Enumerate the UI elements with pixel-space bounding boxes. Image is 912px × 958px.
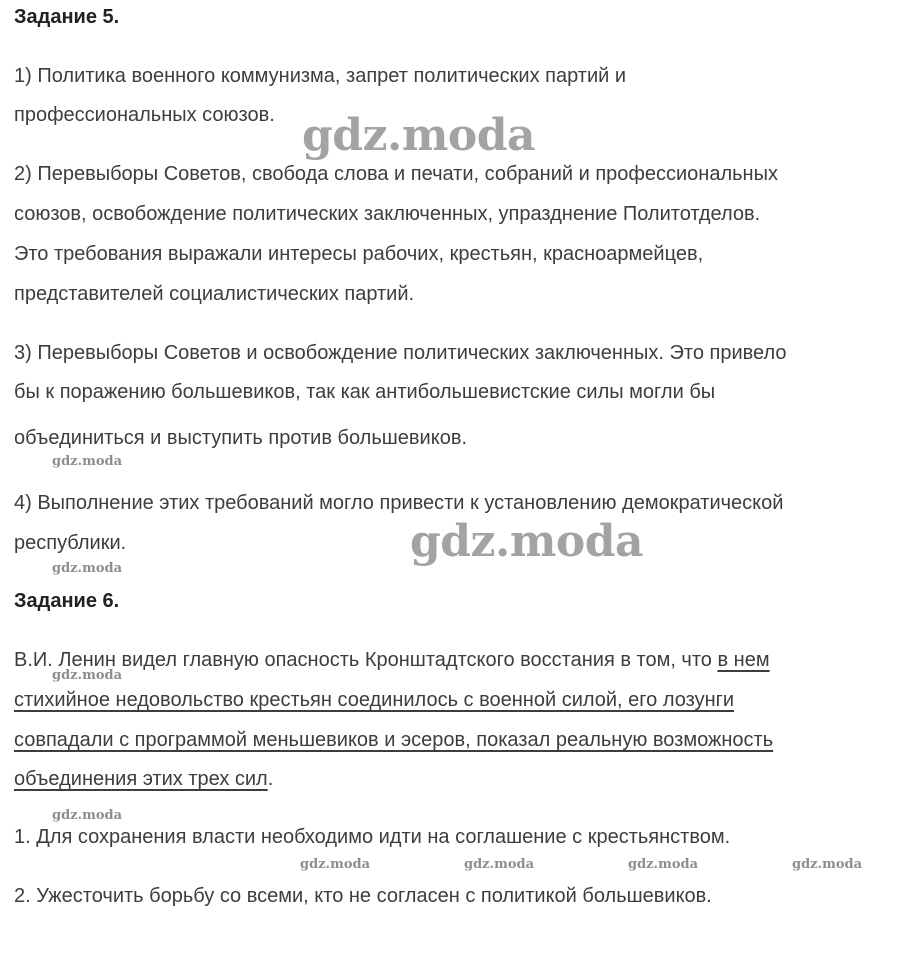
answer-4-line-1: 4) Выполнение этих требований могло привести к установлению демократической bbox=[14, 492, 784, 514]
paragraph-line-1 bbox=[14, 648, 770, 672]
answer-2-line-4: представителей социалистических партий. bbox=[14, 283, 415, 305]
answer-1-line-2: профессиональных союзов. bbox=[14, 104, 275, 126]
underlined-phrase-2: стихийное недовольство крестьян соединилось с военной силой, его лозунги bbox=[14, 689, 735, 711]
watermark-large: gdz.moda bbox=[302, 110, 536, 161]
answer-3-line-2: бы к поражению большевиков, так как антибольшевистские силы могли бы bbox=[14, 381, 716, 403]
task6-heading: Задание 6. bbox=[14, 590, 120, 612]
task6-item-2: 2. Ужесточить борьбу со всеми, кто не согласен с политикой большевиков. bbox=[14, 885, 712, 907]
answer-1-line-1: 1) Политика военного коммунизма, запрет политических партий и bbox=[14, 65, 627, 87]
underlined-phrase-4: объединения этих трех сил bbox=[14, 768, 268, 790]
answer-3-line-1: 3) Перевыборы Советов и освобождение политических заключенных. Это привело bbox=[14, 342, 787, 364]
watermark-small: gdz.moda bbox=[464, 857, 535, 872]
task6-item-1: 1. Для сохранения власти необходимо идти на соглашение с крестьянством. bbox=[14, 826, 731, 848]
answer-2-line-2: союзов, освобождение политических заключенных, упразднение Политотделов. bbox=[14, 203, 761, 225]
watermark-small: gdz.moda bbox=[300, 857, 371, 872]
watermark-small: gdz.moda bbox=[52, 808, 123, 823]
watermark-large: gdz.moda bbox=[410, 516, 644, 567]
paragraph-lead: В.И. Ленин видел главную опасность Кронштадтского восстания в том, что bbox=[14, 649, 718, 671]
watermark-small: gdz.moda bbox=[628, 857, 699, 872]
watermark-small: gdz.moda bbox=[52, 668, 123, 683]
watermark-small: gdz.moda bbox=[52, 454, 123, 469]
underlined-phrase-1: в нем bbox=[717, 649, 770, 671]
watermark-small: gdz.moda bbox=[792, 857, 863, 872]
paragraph-line-4 bbox=[14, 767, 273, 791]
task5-heading: Задание 5. bbox=[14, 6, 120, 28]
answer-2-line-3: Это требования выражали интересы рабочих, крестьян, красноармейцев, bbox=[14, 243, 704, 265]
watermark-small: gdz.moda bbox=[52, 561, 123, 576]
answer-4-line-2: республики. bbox=[14, 532, 127, 554]
underlined-phrase-3: совпадали с программой меньшевиков и эсеров, показал реальную возможность bbox=[14, 729, 774, 751]
answer-2-line-1: 2) Перевыборы Советов, свобода слова и печати, собраний и профессиональных bbox=[14, 163, 778, 185]
answer-3-line-3: объединиться и выступить против большевиков. bbox=[14, 427, 467, 449]
paragraph-end: . bbox=[267, 768, 274, 790]
